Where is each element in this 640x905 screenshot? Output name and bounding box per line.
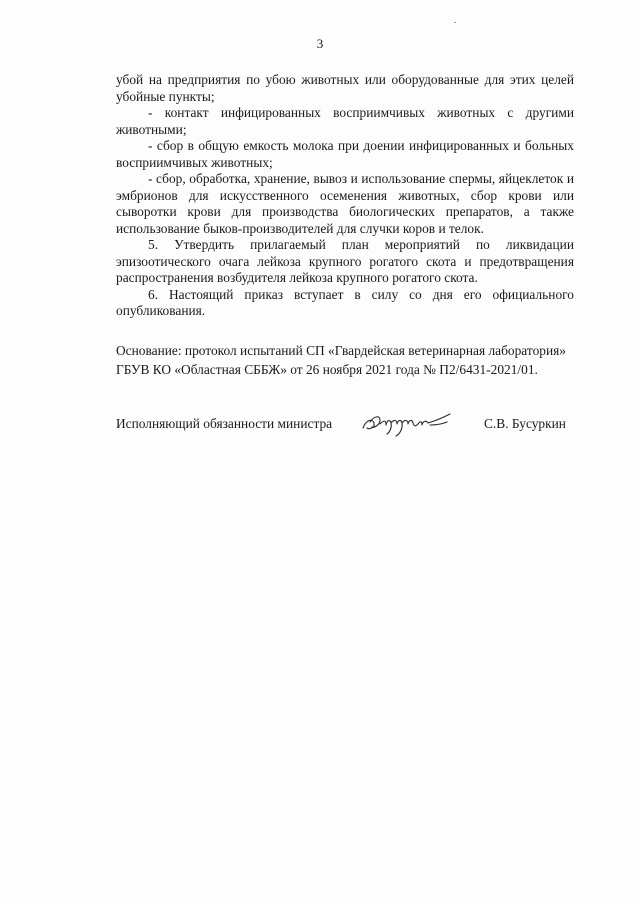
handwritten-signature: [360, 410, 458, 440]
basis-line-1: Основание: протокол испытаний СП «Гвардейская ветеринарная лаборатория»: [116, 343, 566, 358]
order-text: [116, 72, 574, 320]
page-number: 3: [316, 36, 324, 51]
paragraph-plan: 5. Утвердить прилагаемый план мероприятий по ликвидации эпизоотического очага лейкоза крупного рогатого скота и предотвращения распространения возбудителя лейкоза крупного рогатого скота.: [116, 237, 574, 285]
paragraph-slaughter: убой на предприятия по убою животных или оборудованные для этих целей убойные пункты;: [116, 72, 574, 104]
signatory-name: С.В. Бусуркин: [484, 416, 566, 431]
signatory-title: Исполняющий обязанности министра: [116, 416, 333, 431]
scan-speck: [454, 22, 456, 23]
basis-block: [116, 341, 586, 379]
paragraph-contact: - контакт инфицированных восприимчивых животных с другими животными;: [116, 105, 574, 137]
paragraph-effective: 6. Настоящий приказ вступает в силу со дня его официального опубликования.: [116, 286, 574, 318]
basis-line-2: ГБУВ КО «Областная СББЖ» от 26 ноября 2021 года № П2/6431-2021/01.: [116, 362, 538, 377]
paragraph-milk: - сбор в общую емкость молока при доении инфицированных и больных восприимчивых животных;: [116, 138, 574, 170]
paragraph-sperm: - сбор, обработка, хранение, вывоз и использование спермы, яйцеклеток и эмбрионов для искусственного осеменения животных, сбор крови или сыворотки крови для производства биологических препаратов, а также использование быков-производителей для случки коров и телок.: [116, 171, 574, 236]
